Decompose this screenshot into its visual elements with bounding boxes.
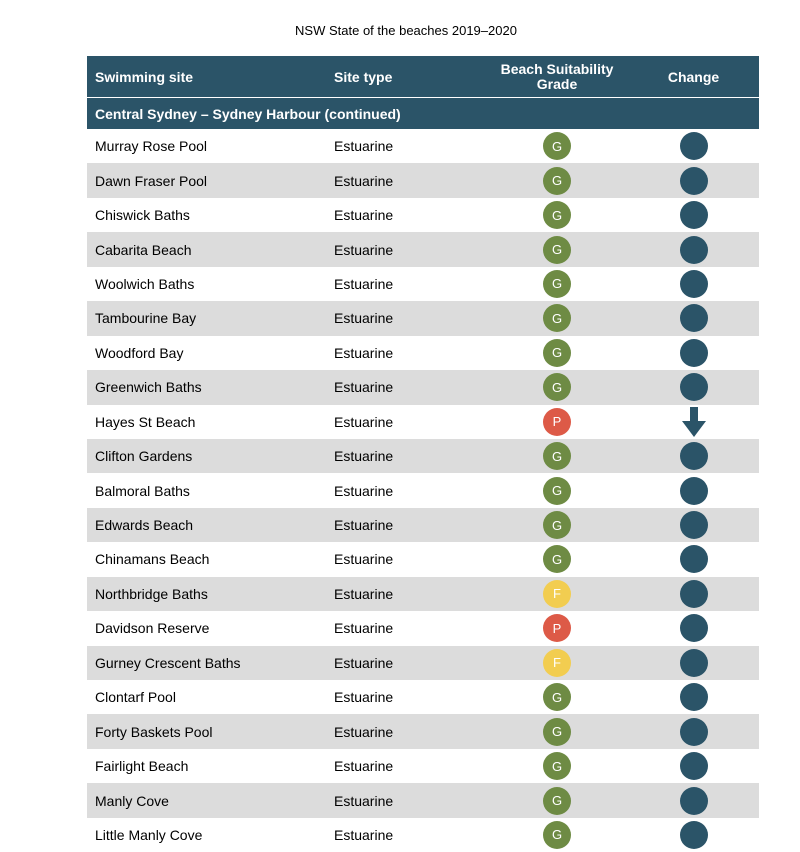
- table-row: [87, 508, 759, 542]
- swimming-site-name: Manly Cove: [95, 792, 169, 809]
- grade-badge: G: [543, 304, 571, 332]
- grade-cell: [486, 683, 628, 711]
- site-type: Estuarine: [334, 826, 394, 843]
- no-change-dot-icon: [680, 236, 708, 264]
- no-change-dot-icon: [680, 442, 708, 470]
- change-cell: [628, 477, 759, 505]
- change-cell: [628, 373, 759, 401]
- site-type: Estuarine: [334, 275, 394, 292]
- change-cell: [628, 580, 759, 608]
- no-change-dot-icon: [680, 270, 708, 298]
- table-row: [87, 336, 759, 370]
- grade-cell: [486, 270, 628, 298]
- grade-cell: [486, 511, 628, 539]
- grade-cell: [486, 442, 628, 470]
- section-title: Central Sydney – Sydney Harbour (continued): [95, 105, 401, 122]
- no-change-dot-icon: [680, 201, 708, 229]
- table-row: [87, 267, 759, 301]
- swimming-site-name: Little Manly Cove: [95, 826, 203, 843]
- change-cell: [628, 683, 759, 711]
- column-header-grade: Beach Suitability Grade: [500, 60, 614, 92]
- site-type: Estuarine: [334, 413, 394, 430]
- grade-badge: P: [543, 614, 571, 642]
- grade-cell: [486, 545, 628, 573]
- no-change-dot-icon: [680, 304, 708, 332]
- page-title: NSW State of the beaches 2019–2020: [295, 23, 517, 38]
- no-change-dot-icon: [680, 821, 708, 849]
- table-row: [87, 439, 759, 473]
- column-header-change: Change: [667, 68, 720, 85]
- swimming-site-name: Greenwich Baths: [95, 379, 202, 396]
- column-header-site: Swimming site: [95, 68, 194, 85]
- table-body: [87, 129, 759, 852]
- grade-cell: [486, 821, 628, 849]
- change-cell: [628, 201, 759, 229]
- site-type: Estuarine: [334, 620, 394, 637]
- site-type: Estuarine: [334, 344, 394, 361]
- grade-cell: [486, 132, 628, 160]
- grade-cell: [486, 787, 628, 815]
- no-change-dot-icon: [680, 167, 708, 195]
- swimming-site-name: Gurney Crescent Baths: [95, 654, 241, 671]
- change-cell: [628, 132, 759, 160]
- change-cell: [628, 614, 759, 642]
- table-row: [87, 232, 759, 266]
- grade-cell: [486, 236, 628, 264]
- site-type: Estuarine: [334, 758, 394, 775]
- swimming-site-name: Clontarf Pool: [95, 689, 176, 706]
- grade-cell: [486, 408, 628, 436]
- grade-badge: G: [543, 270, 571, 298]
- table-row: [87, 577, 759, 611]
- site-type: Estuarine: [334, 482, 394, 499]
- no-change-dot-icon: [680, 477, 708, 505]
- swimming-site-name: Fairlight Beach: [95, 758, 189, 775]
- table-row: [87, 370, 759, 404]
- grade-cell: [486, 614, 628, 642]
- no-change-dot-icon: [680, 683, 708, 711]
- table-row: [87, 680, 759, 714]
- grade-badge: G: [543, 787, 571, 815]
- change-cell: [628, 236, 759, 264]
- no-change-dot-icon: [680, 649, 708, 677]
- grade-badge: G: [543, 236, 571, 264]
- site-type: Estuarine: [334, 654, 394, 671]
- no-change-dot-icon: [680, 787, 708, 815]
- table-row: [87, 749, 759, 783]
- table-row: [87, 542, 759, 576]
- table-header: [87, 56, 759, 98]
- table-row: [87, 129, 759, 163]
- table-row: [87, 301, 759, 335]
- swimming-site-name: Woolwich Baths: [95, 275, 195, 292]
- no-change-dot-icon: [680, 580, 708, 608]
- grade-cell: [486, 477, 628, 505]
- no-change-dot-icon: [680, 373, 708, 401]
- swimming-site-name: Cabarita Beach: [95, 241, 192, 258]
- grade-badge: G: [543, 373, 571, 401]
- site-type: Estuarine: [334, 138, 394, 155]
- site-type: Estuarine: [334, 585, 394, 602]
- site-type: Estuarine: [334, 551, 394, 568]
- grade-badge: G: [543, 442, 571, 470]
- down-arrow-icon: [680, 408, 708, 436]
- grade-badge: F: [543, 649, 571, 677]
- site-type: Estuarine: [334, 448, 394, 465]
- change-cell: [628, 511, 759, 539]
- grade-badge: G: [543, 821, 571, 849]
- grade-badge: G: [543, 545, 571, 573]
- swimming-site-name: Edwards Beach: [95, 517, 194, 534]
- grade-badge: G: [543, 511, 571, 539]
- grade-badge: G: [543, 683, 571, 711]
- change-cell: [628, 339, 759, 367]
- swimming-site-name: Davidson Reserve: [95, 620, 210, 637]
- no-change-dot-icon: [680, 511, 708, 539]
- change-cell: [628, 821, 759, 849]
- change-cell: [628, 408, 759, 436]
- table-row: [87, 473, 759, 507]
- swimming-site-name: Dawn Fraser Pool: [95, 172, 208, 189]
- table-row: [87, 198, 759, 232]
- swimming-site-name: Northbridge Baths: [95, 585, 208, 602]
- grade-cell: [486, 718, 628, 746]
- grade-cell: [486, 339, 628, 367]
- site-type: Estuarine: [334, 689, 394, 706]
- section-header: [87, 98, 759, 129]
- change-cell: [628, 442, 759, 470]
- site-type: Estuarine: [334, 310, 394, 327]
- grade-badge: F: [543, 580, 571, 608]
- no-change-dot-icon: [680, 718, 708, 746]
- swimming-site-name: Chinamans Beach: [95, 551, 210, 568]
- change-cell: [628, 649, 759, 677]
- no-change-dot-icon: [680, 545, 708, 573]
- grade-cell: [486, 580, 628, 608]
- site-type: Estuarine: [334, 207, 394, 224]
- grade-badge: G: [543, 718, 571, 746]
- change-cell: [628, 787, 759, 815]
- grade-cell: [486, 373, 628, 401]
- change-cell: [628, 270, 759, 298]
- no-change-dot-icon: [680, 614, 708, 642]
- no-change-dot-icon: [680, 752, 708, 780]
- table-row: [87, 405, 759, 439]
- column-header-type: Site type: [334, 68, 393, 85]
- swimming-site-name: Clifton Gardens: [95, 448, 193, 465]
- grade-badge: G: [543, 752, 571, 780]
- grade-cell: [486, 752, 628, 780]
- site-type: Estuarine: [334, 792, 394, 809]
- grade-badge: G: [543, 167, 571, 195]
- swimming-site-name: Hayes St Beach: [95, 413, 196, 430]
- site-type: Estuarine: [334, 172, 394, 189]
- change-cell: [628, 545, 759, 573]
- grade-badge: G: [543, 201, 571, 229]
- site-type: Estuarine: [334, 241, 394, 258]
- site-type: Estuarine: [334, 379, 394, 396]
- grade-badge: G: [543, 339, 571, 367]
- site-type: Estuarine: [334, 723, 394, 740]
- change-cell: [628, 752, 759, 780]
- site-type: Estuarine: [334, 517, 394, 534]
- table-row: [87, 783, 759, 817]
- no-change-dot-icon: [680, 132, 708, 160]
- beach-grades-table: [87, 56, 759, 852]
- grade-cell: [486, 649, 628, 677]
- grade-cell: [486, 304, 628, 332]
- change-cell: [628, 304, 759, 332]
- table-row: [87, 611, 759, 645]
- swimming-site-name: Tambourine Bay: [95, 310, 197, 327]
- swimming-site-name: Chiswick Baths: [95, 207, 190, 224]
- swimming-site-name: Forty Baskets Pool: [95, 723, 213, 740]
- swimming-site-name: Balmoral Baths: [95, 482, 190, 499]
- change-cell: [628, 718, 759, 746]
- change-cell: [628, 167, 759, 195]
- swimming-site-name: Murray Rose Pool: [95, 138, 208, 155]
- grade-cell: [486, 201, 628, 229]
- grade-cell: [486, 167, 628, 195]
- table-row: [87, 646, 759, 680]
- grade-badge: G: [543, 132, 571, 160]
- table-row: [87, 714, 759, 748]
- no-change-dot-icon: [680, 339, 708, 367]
- table-row: [87, 163, 759, 197]
- grade-badge: G: [543, 477, 571, 505]
- swimming-site-name: Woodford Bay: [95, 344, 184, 361]
- grade-badge: P: [543, 408, 571, 436]
